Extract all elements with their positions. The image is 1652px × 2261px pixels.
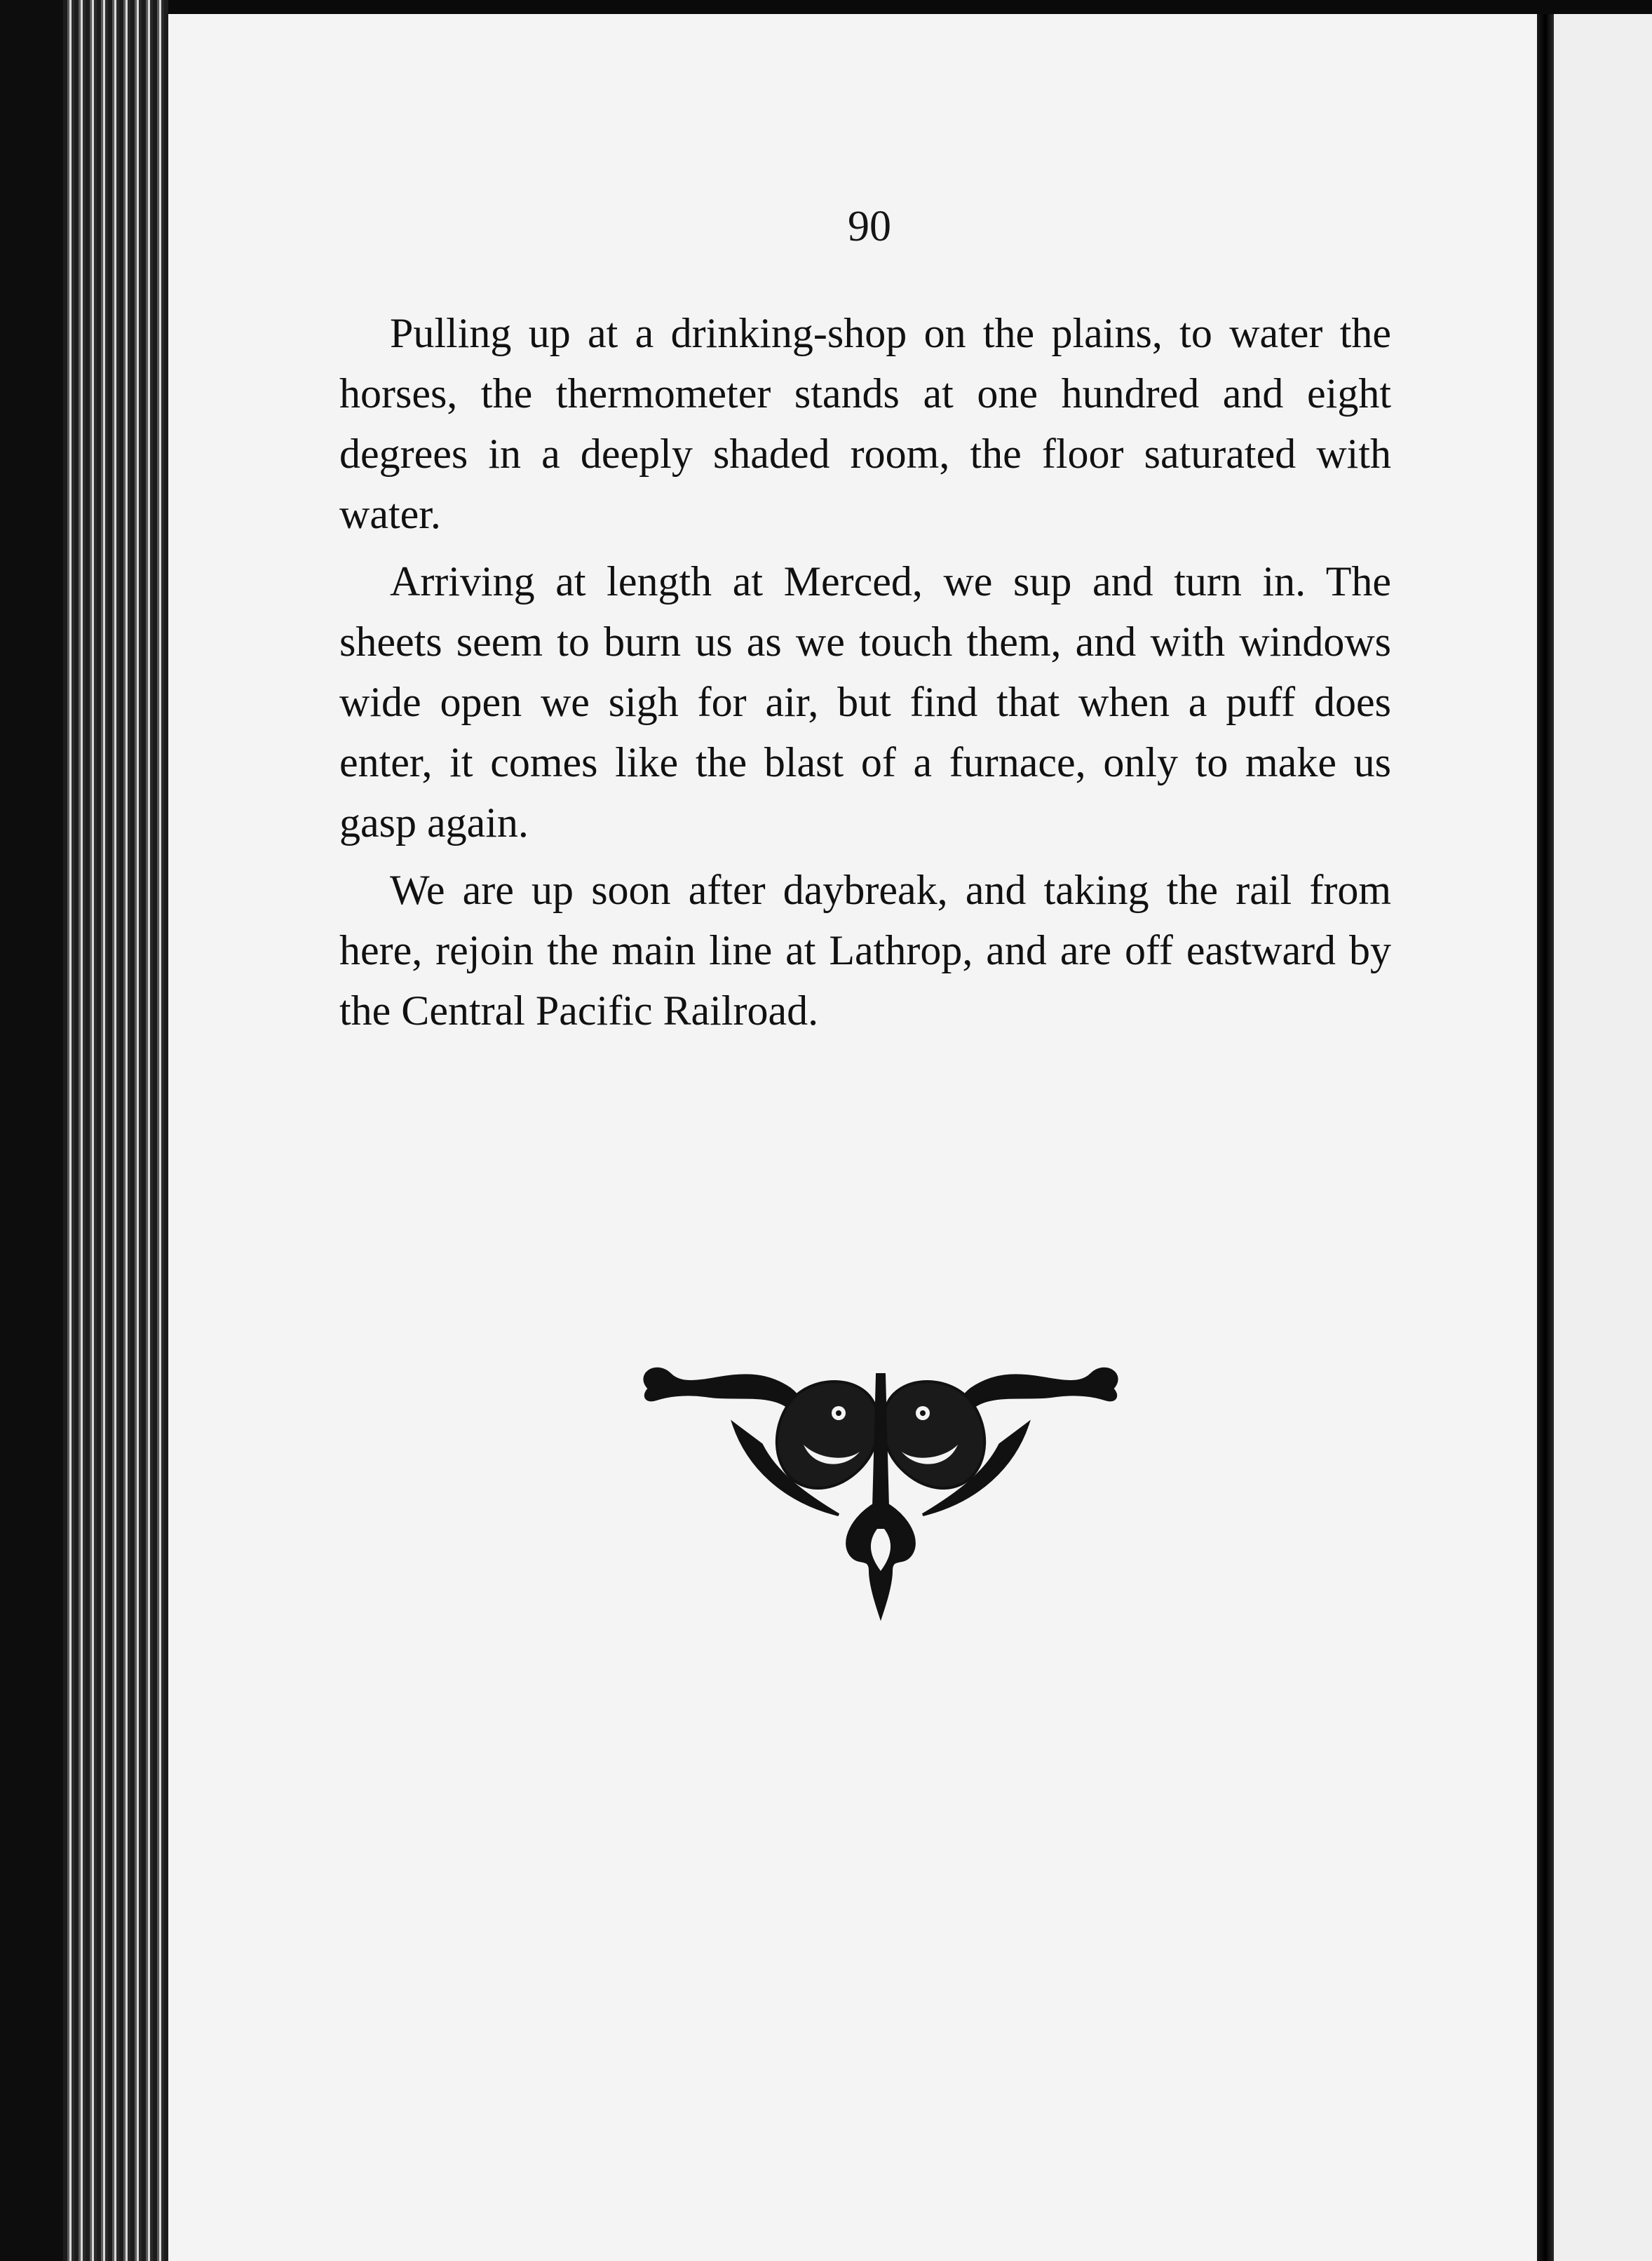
scan-top-edge — [0, 0, 1652, 14]
page-number: 90 — [848, 203, 891, 250]
book-left-edge — [0, 0, 63, 2261]
facing-page-edge — [1554, 14, 1652, 2261]
paragraph-2: Arriving at length at Merced, we sup and turn in. The sheets seem to burn us as we touch them, and with windows wide open we sigh for air, but find that when a puff does enter, it comes like the blast of a furnace, only to make us gasp again. — [339, 558, 1391, 846]
paragraph-3: We are up soon after daybreak, and taking the rail from here, rejoin the main line at Lathrop, and are off eastward by the Central Pacific Railroad. — [339, 867, 1391, 1034]
tailpiece-ornament-icon — [628, 1347, 1133, 1627]
page-body — [339, 303, 1391, 1048]
paragraph-1: Pulling up at a drinking-shop on the plains, to water the horses, the thermometer stands at one hundred and eight degrees in a deeply shaded room, the floor saturated with water. — [339, 310, 1391, 537]
book-gutter — [1537, 14, 1554, 2261]
page-stack-edges — [63, 0, 168, 2261]
